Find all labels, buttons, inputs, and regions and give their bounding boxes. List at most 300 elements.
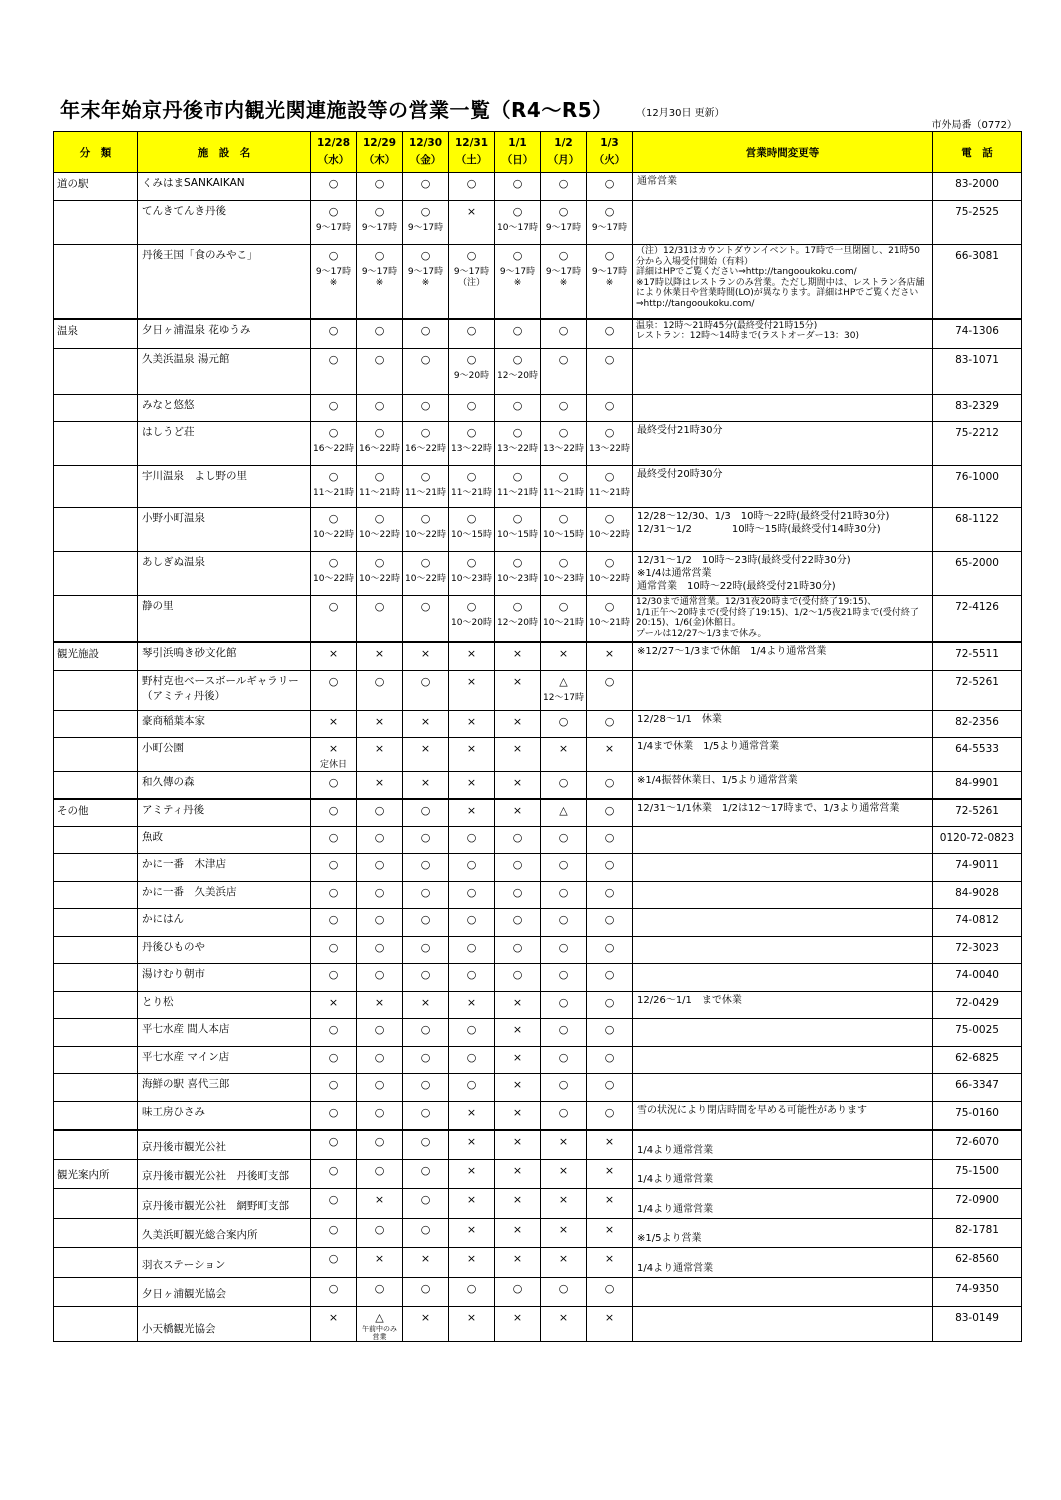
status-symbol: × — [374, 646, 385, 660]
status-symbol: ○ — [604, 675, 615, 688]
status-symbol: ○ — [420, 205, 431, 218]
day-status-cell — [357, 964, 403, 992]
day-status-cell — [311, 1160, 357, 1189]
status-symbol: × — [604, 1311, 615, 1324]
day-status-cell — [449, 711, 495, 738]
table-row — [54, 1219, 1022, 1248]
changes-note — [633, 854, 933, 882]
day-status-cell — [357, 349, 403, 395]
status-symbol: ○ — [328, 353, 339, 366]
day-status-cell — [495, 1019, 541, 1047]
day-status-cell — [449, 1278, 495, 1307]
status-symbol: ○ — [466, 353, 477, 366]
status-symbol: × — [328, 646, 339, 660]
status-symbol: ○ — [604, 776, 615, 789]
changes-note — [633, 245, 933, 319]
status-symbol: ○ — [604, 831, 615, 844]
day-status-cell — [587, 1278, 633, 1307]
day-status-cell — [541, 1248, 587, 1278]
day-status-cell — [495, 422, 541, 466]
facility-name: とり松 — [138, 992, 311, 1019]
hours-text: 9～17時 ※ — [591, 267, 628, 288]
status-symbol: ○ — [374, 968, 385, 981]
status-symbol: × — [512, 1311, 523, 1324]
status-symbol: × — [328, 1311, 339, 1324]
category-cell — [54, 422, 138, 466]
day-status-cell — [403, 1074, 449, 1102]
status-symbol: ○ — [420, 323, 431, 337]
day-status-cell — [311, 1278, 357, 1307]
status-symbol: ○ — [328, 399, 339, 412]
day-status-cell — [541, 1278, 587, 1307]
status-symbol: ○ — [328, 1252, 339, 1265]
table-row — [54, 992, 1022, 1019]
table-row — [54, 552, 1022, 596]
day-status-cell — [495, 1102, 541, 1130]
changes-note — [633, 596, 933, 642]
status-symbol: ○ — [420, 913, 431, 926]
status-symbol: ○ — [604, 426, 615, 439]
day-status-cell — [449, 1074, 495, 1102]
status-symbol: ○ — [604, 886, 615, 899]
day-status-cell — [403, 245, 449, 319]
day-status-cell — [357, 422, 403, 466]
category-cell — [54, 201, 138, 245]
facility-name: 魚政 — [138, 827, 311, 854]
status-symbol: ○ — [466, 858, 477, 871]
facility-name: 久美浜温泉 湯元館 — [138, 349, 311, 395]
day-status-cell — [495, 992, 541, 1019]
day-status-cell — [357, 738, 403, 772]
day-status-cell — [311, 1248, 357, 1278]
day-status-cell — [357, 201, 403, 245]
status-symbol: ○ — [466, 1051, 477, 1064]
status-symbol: ○ — [558, 323, 569, 337]
table-row — [54, 173, 1022, 201]
day-status-cell — [311, 1047, 357, 1074]
status-symbol: ○ — [328, 831, 339, 844]
hours-text: 10～15時 — [497, 530, 538, 540]
day-status-cell — [495, 1074, 541, 1102]
facility-name: 丹後ひものや — [138, 937, 311, 964]
facility-name: 京丹後市観光公社 丹後町支部 — [138, 1160, 311, 1189]
hours-text: 9～17時 ※ — [315, 267, 352, 288]
day-status-cell — [403, 596, 449, 642]
changes-text: 通常営業 — [637, 176, 677, 187]
status-symbol: × — [466, 1134, 477, 1148]
schedule-table — [53, 131, 1022, 1342]
status-symbol: × — [604, 1223, 615, 1236]
status-symbol: ○ — [328, 1193, 339, 1206]
day-status-cell — [403, 1278, 449, 1307]
header-day: 12/30 （金） — [403, 132, 449, 173]
status-symbol: △ — [559, 803, 568, 817]
status-symbol: ○ — [466, 556, 477, 569]
day-status-cell — [541, 799, 587, 827]
changes-note — [633, 799, 933, 827]
status-symbol: ○ — [420, 941, 431, 954]
facility-name: 琴引浜鳴き砂文化館 — [138, 642, 311, 671]
day-status-cell — [311, 508, 357, 552]
day-status-cell — [495, 466, 541, 508]
category-cell — [54, 827, 138, 854]
day-status-cell — [495, 642, 541, 671]
status-symbol: ○ — [374, 1134, 385, 1148]
status-symbol: × — [604, 1193, 615, 1206]
day-status-cell — [541, 827, 587, 854]
table-row — [54, 1130, 1022, 1160]
table-row — [54, 671, 1022, 711]
status-symbol: × — [466, 1164, 477, 1177]
category-cell — [54, 1248, 138, 1278]
status-symbol: ○ — [328, 858, 339, 871]
day-status-cell — [449, 1219, 495, 1248]
phone-number: 82-2356 — [933, 711, 1022, 738]
hours-text: 13～22時 — [589, 444, 630, 454]
phone-number: 75-0160 — [933, 1102, 1022, 1130]
facility-name: 味工房ひさみ — [138, 1102, 311, 1130]
status-symbol: ○ — [512, 858, 523, 871]
day-status-cell — [357, 1219, 403, 1248]
status-symbol: × — [374, 996, 385, 1009]
status-symbol: ○ — [466, 249, 477, 262]
day-status-cell — [587, 395, 633, 422]
status-symbol: ○ — [374, 1023, 385, 1036]
changes-note — [633, 422, 933, 466]
changes-note — [633, 1278, 933, 1307]
day-status-cell — [587, 1074, 633, 1102]
day-status-cell — [449, 882, 495, 909]
day-status-cell — [357, 173, 403, 201]
table-row — [54, 1074, 1022, 1102]
status-symbol: ○ — [328, 886, 339, 899]
changes-text: （注）12/31はカウントダウンイベント。17時で一旦閉園し、21時50分から入場受付開始（有料） 詳細はHPでご覧ください⇒http://tangooukoku.com/ ※17時以降はレストランのみ営業。ただし期間中は、レストラン各店舗により休業日や営業時間(LO)が異なります。詳細はHPでご覧ください⇒http://tangooukoku.com/ — [636, 246, 925, 309]
day-status-cell — [495, 1189, 541, 1219]
status-symbol: ○ — [328, 556, 339, 569]
day-status-cell — [311, 319, 357, 349]
day-status-cell — [357, 1130, 403, 1160]
day-status-cell — [541, 395, 587, 422]
phone-number: 74-9350 — [933, 1278, 1022, 1307]
table-row — [54, 1160, 1022, 1189]
category-cell — [54, 1278, 138, 1307]
day-status-cell — [541, 854, 587, 882]
status-symbol: ○ — [374, 600, 385, 613]
category-cell — [54, 395, 138, 422]
status-symbol: ○ — [512, 831, 523, 844]
changes-text: 12/26～1/1 まで休業 — [637, 995, 742, 1006]
day-status-cell — [449, 596, 495, 642]
status-symbol: ○ — [558, 776, 569, 789]
day-status-cell — [311, 799, 357, 827]
hours-text: 13～22時 — [497, 444, 538, 454]
status-symbol: ○ — [420, 1051, 431, 1064]
status-symbol: × — [558, 1223, 569, 1236]
status-symbol: ○ — [420, 1223, 431, 1236]
day-status-cell — [495, 1047, 541, 1074]
phone-number: 64-5533 — [933, 738, 1022, 772]
status-symbol: ○ — [328, 913, 339, 926]
status-symbol: ○ — [558, 353, 569, 366]
status-symbol: ○ — [558, 996, 569, 1009]
status-symbol: ○ — [466, 470, 477, 483]
table-row — [54, 395, 1022, 422]
facility-name: かに一番 木津店 — [138, 854, 311, 882]
day-status-cell — [587, 1019, 633, 1047]
changes-text: 12/28～12/30、1/3 10時～22時(最終受付21時30分) 12/31～1/2 10時～15時(最終受付14時30分) — [637, 511, 890, 535]
status-symbol: × — [512, 996, 523, 1009]
status-symbol: ○ — [466, 941, 477, 954]
day-status-cell — [403, 772, 449, 799]
changes-note — [633, 992, 933, 1019]
day-status-cell — [541, 1189, 587, 1219]
changes-text: 雪の状況により閉店時間を早める可能性があります — [637, 1105, 867, 1116]
day-status-cell — [587, 642, 633, 671]
day-status-cell — [495, 245, 541, 319]
hours-text: 10～15時 — [543, 530, 584, 540]
status-symbol: × — [374, 1252, 385, 1265]
changes-text: 12/31～1/1休業 1/2は12～17時まで、1/3より通常営業 — [637, 802, 900, 814]
header-facility: 施 設 名 — [138, 132, 311, 173]
status-symbol: × — [466, 776, 477, 789]
hours-text: 10～23時 — [543, 574, 584, 584]
day-status-cell — [541, 319, 587, 349]
day-status-cell — [403, 466, 449, 508]
facility-name: かにはん — [138, 909, 311, 937]
table-row — [54, 964, 1022, 992]
hours-text: 9～17時 （注） — [453, 267, 490, 288]
day-status-cell — [495, 552, 541, 596]
status-symbol: × — [512, 646, 523, 660]
status-symbol: ○ — [328, 1282, 339, 1295]
changes-text: 1/4より通常営業 — [637, 1204, 714, 1215]
status-symbol: × — [512, 776, 523, 789]
status-symbol: ○ — [512, 886, 523, 899]
day-status-cell — [587, 349, 633, 395]
day-status-cell — [587, 245, 633, 319]
changes-text: 1/4より通常営業 — [637, 1145, 714, 1156]
category-cell — [54, 1047, 138, 1074]
status-symbol: ○ — [604, 1023, 615, 1036]
category-cell — [54, 245, 138, 319]
hours-text: 9～17時 — [315, 223, 352, 233]
changes-text: 1/4まで休業 1/5より通常営業 — [637, 741, 780, 752]
day-status-cell — [403, 1047, 449, 1074]
status-symbol: ○ — [328, 470, 339, 483]
day-status-cell — [449, 201, 495, 245]
status-symbol: ○ — [558, 249, 569, 262]
table-row — [54, 738, 1022, 772]
changes-note — [633, 909, 933, 937]
status-symbol: ○ — [604, 996, 615, 1009]
status-symbol: × — [558, 1311, 569, 1324]
hours-text: 11～21時 — [451, 488, 492, 498]
day-status-cell — [311, 1102, 357, 1130]
facility-name: 夕日ヶ浦温泉 花ゆうみ — [138, 319, 311, 349]
status-symbol: ○ — [420, 353, 431, 366]
status-symbol: × — [558, 1164, 569, 1177]
day-status-cell — [587, 799, 633, 827]
status-symbol: ○ — [512, 556, 523, 569]
day-status-cell — [311, 1074, 357, 1102]
day-status-cell — [311, 552, 357, 596]
day-status-cell — [357, 1307, 403, 1342]
day-status-cell — [541, 1102, 587, 1130]
changes-text: ※12/27～1/3まで休館 1/4より通常営業 — [637, 645, 827, 657]
status-symbol: × — [512, 1078, 523, 1091]
phone-number: 0120-72-0823 — [933, 827, 1022, 854]
day-status-cell — [449, 1019, 495, 1047]
day-status-cell — [495, 1219, 541, 1248]
status-symbol: × — [512, 1164, 523, 1177]
day-status-cell — [403, 882, 449, 909]
day-status-cell — [449, 671, 495, 711]
changes-note — [633, 1219, 933, 1248]
changes-note — [633, 466, 933, 508]
day-status-cell — [449, 799, 495, 827]
changes-text: ※1/4振替休業日、1/5より通常営業 — [637, 775, 798, 786]
status-symbol: ○ — [420, 600, 431, 613]
status-symbol: ○ — [558, 1106, 569, 1119]
hours-text: 12～17時 — [543, 693, 584, 703]
facility-name: かに一番 久美浜店 — [138, 882, 311, 909]
category-cell — [54, 909, 138, 937]
day-status-cell — [449, 642, 495, 671]
status-symbol: × — [466, 205, 477, 218]
hours-text: 11～21時 — [543, 488, 584, 498]
day-status-cell — [403, 508, 449, 552]
category-cell — [54, 937, 138, 964]
facility-name: 野村克也ベースボールギャラリー （アミティ丹後） — [138, 671, 311, 711]
status-symbol: ○ — [374, 1051, 385, 1064]
status-symbol: ○ — [512, 177, 523, 190]
day-status-cell — [495, 964, 541, 992]
facility-name: 小野小町温泉 — [138, 508, 311, 552]
day-status-cell — [449, 854, 495, 882]
phone-number: 74-0812 — [933, 909, 1022, 937]
day-status-cell — [541, 711, 587, 738]
day-status-cell — [403, 1102, 449, 1130]
status-symbol: ○ — [558, 600, 569, 613]
table-row — [54, 1102, 1022, 1130]
table-row — [54, 1189, 1022, 1219]
day-status-cell — [541, 642, 587, 671]
status-symbol: × — [466, 1252, 477, 1265]
day-status-cell — [403, 992, 449, 1019]
facility-name: くみはまSANKAIKAN — [138, 173, 311, 201]
changes-note — [633, 642, 933, 671]
table-row — [54, 245, 1022, 319]
changes-note — [633, 1102, 933, 1130]
day-status-cell — [357, 319, 403, 349]
facility-name: 豪商稲葉本家 — [138, 711, 311, 738]
status-symbol: ○ — [558, 399, 569, 412]
day-status-cell — [587, 466, 633, 508]
day-status-cell — [311, 596, 357, 642]
day-status-cell — [311, 671, 357, 711]
day-status-cell — [449, 1189, 495, 1219]
status-symbol: ○ — [466, 512, 477, 525]
page-title: 年末年始京丹後市内観光関連施設等の営業一覧（R4～R5） — [60, 98, 613, 122]
status-symbol: ○ — [512, 913, 523, 926]
hours-text: 16～22時 — [359, 444, 400, 454]
status-symbol: ○ — [420, 1078, 431, 1091]
phone-number: 72-5261 — [933, 671, 1022, 711]
hours-text: 11～21時 — [589, 488, 630, 498]
status-symbol: × — [512, 1193, 523, 1206]
status-symbol: ○ — [558, 512, 569, 525]
status-symbol: ○ — [420, 1193, 431, 1206]
day-status-cell — [541, 671, 587, 711]
table-row — [54, 1019, 1022, 1047]
table-row — [54, 1248, 1022, 1278]
status-symbol: ○ — [466, 1023, 477, 1036]
phone-number: 83-2000 — [933, 173, 1022, 201]
area-code: 市外局番（0772） — [931, 120, 1017, 131]
hours-text: 11～21時 — [313, 488, 354, 498]
day-status-cell — [403, 1130, 449, 1160]
table-row — [54, 1307, 1022, 1342]
day-status-cell — [541, 508, 587, 552]
day-status-cell — [495, 671, 541, 711]
day-status-cell — [357, 711, 403, 738]
day-status-cell — [357, 827, 403, 854]
status-symbol: ○ — [328, 205, 339, 218]
hours-text: 13～22時 — [451, 444, 492, 454]
category-cell — [54, 772, 138, 799]
day-status-cell — [449, 909, 495, 937]
day-status-cell — [495, 772, 541, 799]
header-day: 1/3 （火） — [587, 132, 633, 173]
changes-note — [633, 508, 933, 552]
status-symbol: △ — [375, 1311, 384, 1324]
day-status-cell — [357, 395, 403, 422]
status-symbol: × — [420, 776, 431, 789]
day-status-cell — [403, 319, 449, 349]
day-status-cell — [357, 552, 403, 596]
status-symbol: ○ — [420, 1164, 431, 1177]
status-symbol: × — [604, 1252, 615, 1265]
status-symbol: ○ — [420, 177, 431, 190]
status-symbol: ○ — [420, 426, 431, 439]
day-status-cell — [311, 1307, 357, 1342]
status-symbol: × — [328, 996, 339, 1009]
table-row — [54, 882, 1022, 909]
hours-text: 11～21時 — [405, 488, 446, 498]
hours-text: 10～22時 — [589, 530, 630, 540]
day-status-cell — [357, 854, 403, 882]
phone-number: 62-8560 — [933, 1248, 1022, 1278]
status-symbol: ○ — [604, 1051, 615, 1064]
status-symbol: ○ — [328, 941, 339, 954]
status-symbol: × — [512, 1134, 523, 1148]
hours-text: 定休日 — [319, 760, 347, 770]
status-symbol: ○ — [420, 675, 431, 688]
status-symbol: ○ — [604, 323, 615, 337]
day-status-cell — [449, 552, 495, 596]
day-status-cell — [587, 909, 633, 937]
day-status-cell — [403, 671, 449, 711]
day-status-cell — [495, 319, 541, 349]
day-status-cell — [495, 799, 541, 827]
day-status-cell — [495, 1278, 541, 1307]
status-symbol: ○ — [328, 1134, 339, 1148]
status-symbol: ○ — [420, 1134, 431, 1148]
status-symbol: ○ — [604, 399, 615, 412]
day-status-cell — [541, 1130, 587, 1160]
hours-text: 10～22時 — [359, 530, 400, 540]
status-symbol: × — [558, 1134, 569, 1148]
